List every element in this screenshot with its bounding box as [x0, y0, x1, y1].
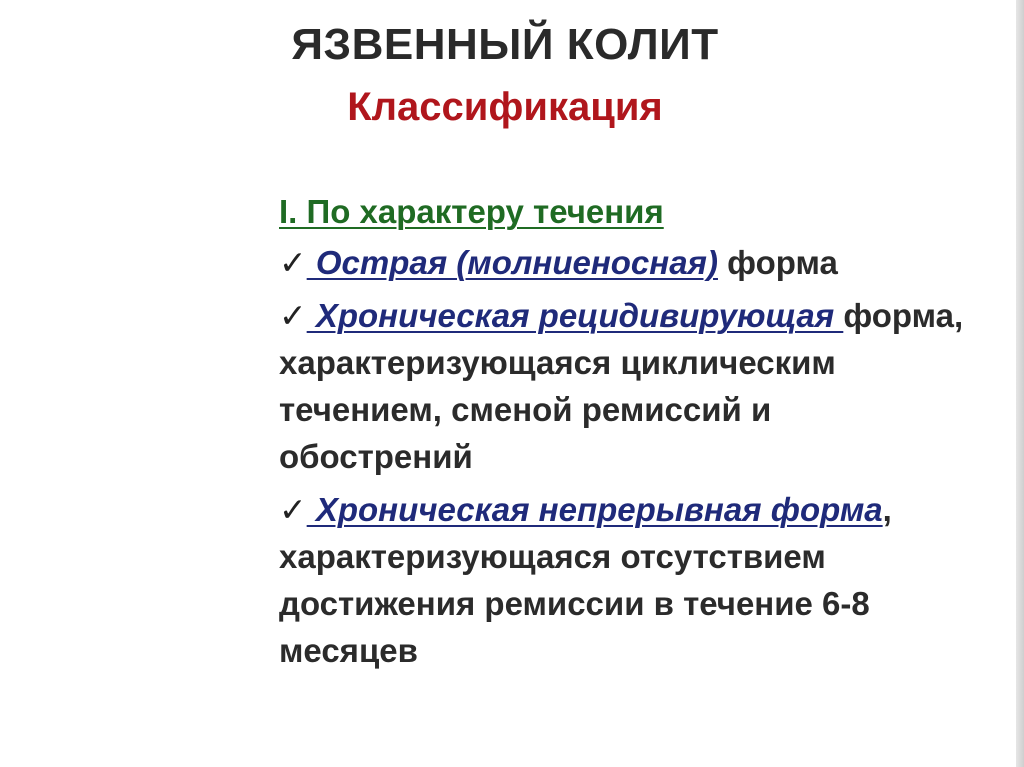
item-emphasis: Хроническая рецидивирующая [306, 297, 844, 334]
item-text: , характеризующаяся отсутствием достижения ремиссии в течение 6-8 месяцев [279, 491, 892, 669]
list-item-chronic-recurrent [279, 292, 969, 480]
item-emphasis: Острая (молниеносная) [306, 244, 718, 281]
section-heading: I. По характеру течения [279, 193, 664, 230]
slide-title: ЯЗВЕННЫЙ КОЛИТ [291, 20, 719, 69]
check-icon: ✓ [279, 491, 307, 528]
check-icon: ✓ [279, 297, 307, 334]
check-icon: ✓ [279, 244, 307, 281]
item-text: форма, характеризующаяся циклическим течением, сменой ремиссий и обострений [279, 297, 964, 475]
slide-subtitle: Классификация [347, 85, 663, 129]
item-emphasis: Хроническая непрерывная форма [306, 491, 883, 528]
slide-border [1016, 0, 1024, 767]
slide-content [279, 188, 969, 680]
item-text: форма [717, 244, 838, 281]
list-item-acute [279, 239, 969, 286]
list-item-chronic-continuous [279, 486, 969, 674]
